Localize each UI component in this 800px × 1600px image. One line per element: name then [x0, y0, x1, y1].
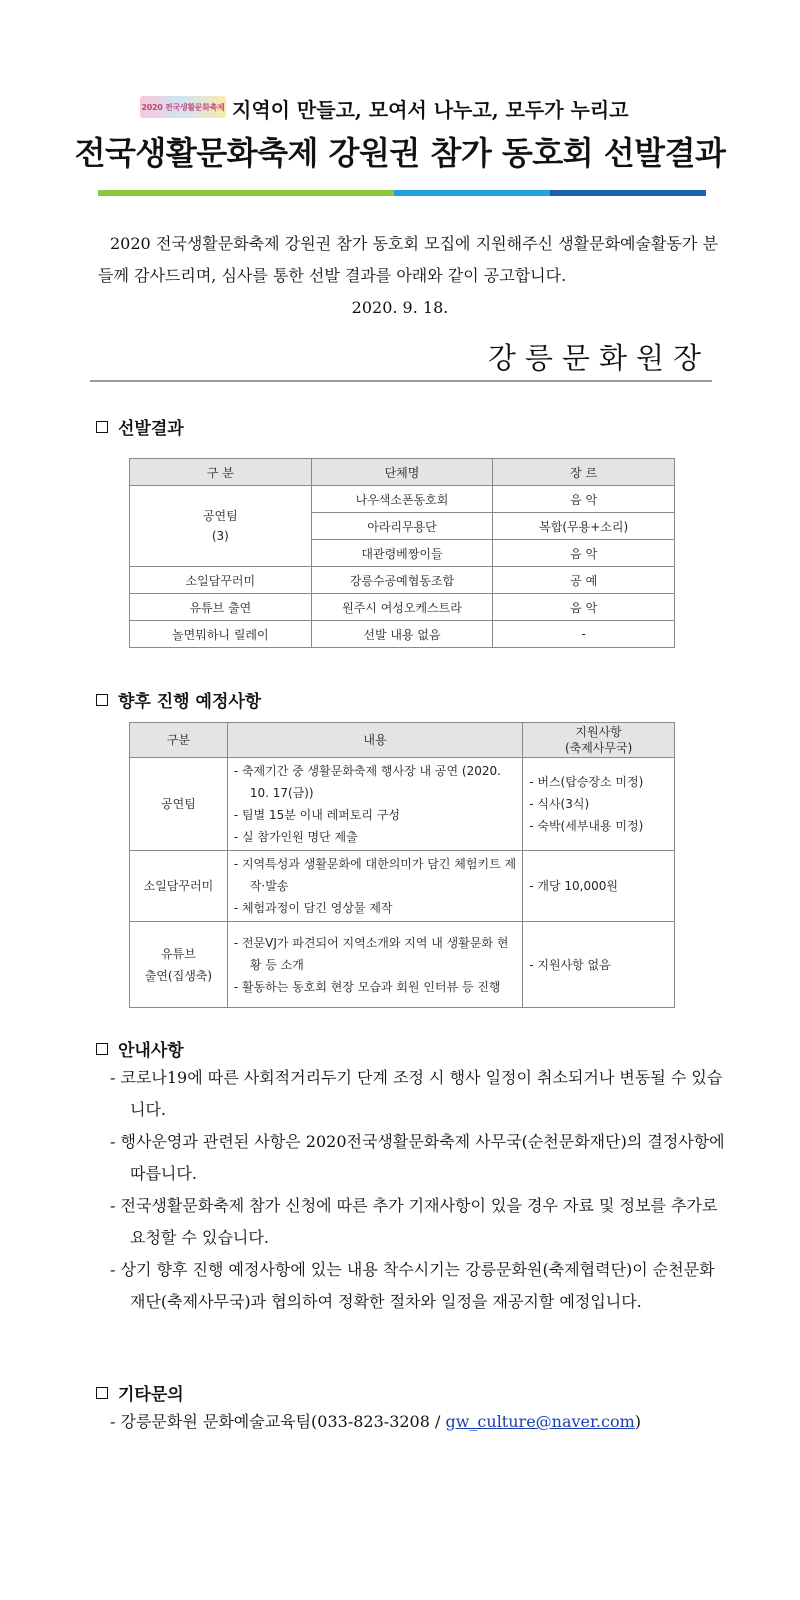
content-cell — [227, 922, 522, 1008]
section-title: 선발결과 — [118, 419, 184, 439]
content-cell — [227, 851, 522, 922]
contact-prefix: 강릉문화원 문화예술교육팀(033-823-3208 / — [120, 1412, 446, 1431]
slogan: 지역이 만들고, 모여서 나누고, 모두가 누리고 — [232, 98, 629, 122]
category-cell — [130, 486, 312, 567]
table-row — [130, 486, 675, 513]
logo-text: 2020 전국생활문화축제 — [141, 102, 225, 112]
title-underline-darkblue — [550, 190, 706, 196]
section-title: 기타문의 — [118, 1385, 184, 1405]
support-item: - 버스(탑승장소 미정) — [529, 771, 668, 793]
contact-suffix: ) — [634, 1412, 641, 1431]
checkbox-square-icon — [96, 1387, 108, 1399]
header-group-name: 단체명 — [311, 459, 493, 486]
intro-text: 2020 전국생활문화축제 강원권 참가 동호회 모집에 지원해주신 생활문화예술활동가 분들께 감사드리며, 심사를 통한 선발 결과를 아래와 같이 공고합니다. — [98, 234, 718, 285]
section-title: 향후 진행 예정사항 — [118, 692, 262, 712]
genre-cell: 음 악 — [493, 486, 675, 513]
content-item: - 팀별 15분 이내 레퍼토리 구성 — [234, 804, 516, 826]
contact-item — [110, 1406, 730, 1438]
content-item: - 활동하는 동호회 현장 모습과 회원 인터뷰 등 진행 — [234, 976, 516, 998]
support-item: - 개당 10,000원 — [529, 875, 668, 897]
support-item: - 식사(3식) — [529, 793, 668, 815]
genre-cell: 음 악 — [493, 540, 675, 567]
selection-results-table — [129, 458, 675, 648]
content-cell — [227, 758, 522, 851]
contact-list — [110, 1406, 730, 1438]
group-count: (3) — [211, 529, 229, 543]
checkbox-square-icon — [96, 421, 108, 433]
category-cell — [130, 922, 228, 1008]
notice-date: 2020. 9. 18. — [351, 298, 449, 317]
section-selection-results — [96, 414, 184, 439]
schedule-table — [129, 722, 675, 1008]
content-item: - 실 참가인원 명단 제출 — [234, 826, 516, 848]
group-label: 공연팀 — [202, 509, 238, 523]
header-category: 구 분 — [130, 459, 312, 486]
header-support-line1: 지원사항 — [575, 725, 622, 739]
header-support-line2: (축제사무국) — [564, 741, 633, 755]
support-item: - 숙박(세부내용 미정) — [529, 815, 668, 837]
page-title: 전국생활문화축제 강원권 참가 동호회 선발결과 — [74, 134, 726, 172]
group-name-cell: 원주시 여성오케스트라 — [311, 594, 493, 621]
header-support — [523, 723, 675, 758]
header-category: 구분 — [130, 723, 228, 758]
email-link[interactable]: gw_culture@naver.com — [445, 1412, 635, 1431]
content-item: - 축제기간 중 생활문화축제 행사장 내 공연 (2020. 10. 17(금)) — [234, 760, 516, 804]
category-cell: 소일담꾸러미 — [130, 851, 228, 922]
festival-logo — [140, 96, 226, 118]
table-row — [130, 922, 675, 1008]
checkbox-square-icon — [96, 694, 108, 706]
section-upcoming-schedule — [96, 687, 261, 712]
list-item: - 행사운영과 관련된 사항은 2020전국생활문화축제 사무국(순천문화재단)의 결정사항에 따릅니다. — [110, 1126, 730, 1190]
genre-cell: 공 예 — [493, 567, 675, 594]
group-name-cell: 아라리무용단 — [311, 513, 493, 540]
table-header-row — [130, 723, 675, 758]
header-content: 내용 — [227, 723, 522, 758]
title-underline-green — [98, 190, 394, 196]
table-row — [130, 621, 675, 648]
genre-cell: - — [493, 621, 675, 648]
content-item: - 전문VJ가 파견되어 지역소개와 지역 내 생활문화 현황 등 소개 — [234, 932, 516, 976]
support-cell — [523, 851, 675, 922]
category-line1: 유튜브 — [161, 946, 196, 961]
header-genre: 장 르 — [493, 459, 675, 486]
list-item: - 전국생활문화축제 참가 신청에 따른 추가 기재사항이 있을 경우 자료 및 정보를 추가로 요청할 수 있습니다. — [110, 1190, 730, 1254]
intro-paragraph — [98, 228, 718, 292]
category-cell: 유튜브 출연 — [130, 594, 312, 621]
notice-list — [110, 1062, 730, 1318]
support-cell — [523, 922, 675, 1008]
group-name-cell: 나우색소폰동호회 — [311, 486, 493, 513]
support-cell — [523, 758, 675, 851]
list-item: - 상기 향후 진행 예정사항에 있는 내용 착수시기는 강릉문화원(축제협력단)이 순천문화재단(축제사무국)과 협의하여 정확한 절차와 일정을 재공지할 예정입니다. — [110, 1254, 730, 1318]
category-cell: 소일담꾸러미 — [130, 567, 312, 594]
checkbox-square-icon — [96, 1043, 108, 1055]
category-cell: 공연팀 — [130, 758, 228, 851]
table-header-row — [130, 459, 675, 486]
section-inquiries — [96, 1380, 184, 1405]
genre-cell: 음 악 — [493, 594, 675, 621]
group-name-cell: 선발 내용 없음 — [311, 621, 493, 648]
title-underline-lightblue — [394, 190, 550, 196]
group-name-cell: 강릉수공예협동조합 — [311, 567, 493, 594]
group-name-cell: 대관령베짱이들 — [311, 540, 493, 567]
table-row — [130, 758, 675, 851]
table-row — [130, 594, 675, 621]
category-line2: 출연(집생축) — [144, 968, 213, 983]
content-item: - 지역특성과 생활문화에 대한의미가 담긴 체험키트 제작·발송 — [234, 853, 516, 897]
support-item: - 지원사항 없음 — [529, 954, 668, 976]
section-notices — [96, 1036, 184, 1061]
section-title: 안내사항 — [118, 1041, 184, 1061]
table-row — [130, 567, 675, 594]
signer: 강릉문화원장 — [487, 341, 710, 375]
content-item: - 체험과정이 담긴 영상물 제작 — [234, 897, 516, 919]
header-divider — [90, 380, 712, 382]
category-cell: 놀면뭐하니 릴레이 — [130, 621, 312, 648]
genre-cell: 복합(무용+소리) — [493, 513, 675, 540]
list-item: - 코로나19에 따른 사회적거리두기 단계 조정 시 행사 일정이 취소되거나 변동될 수 있습니다. — [110, 1062, 730, 1126]
table-row — [130, 851, 675, 922]
